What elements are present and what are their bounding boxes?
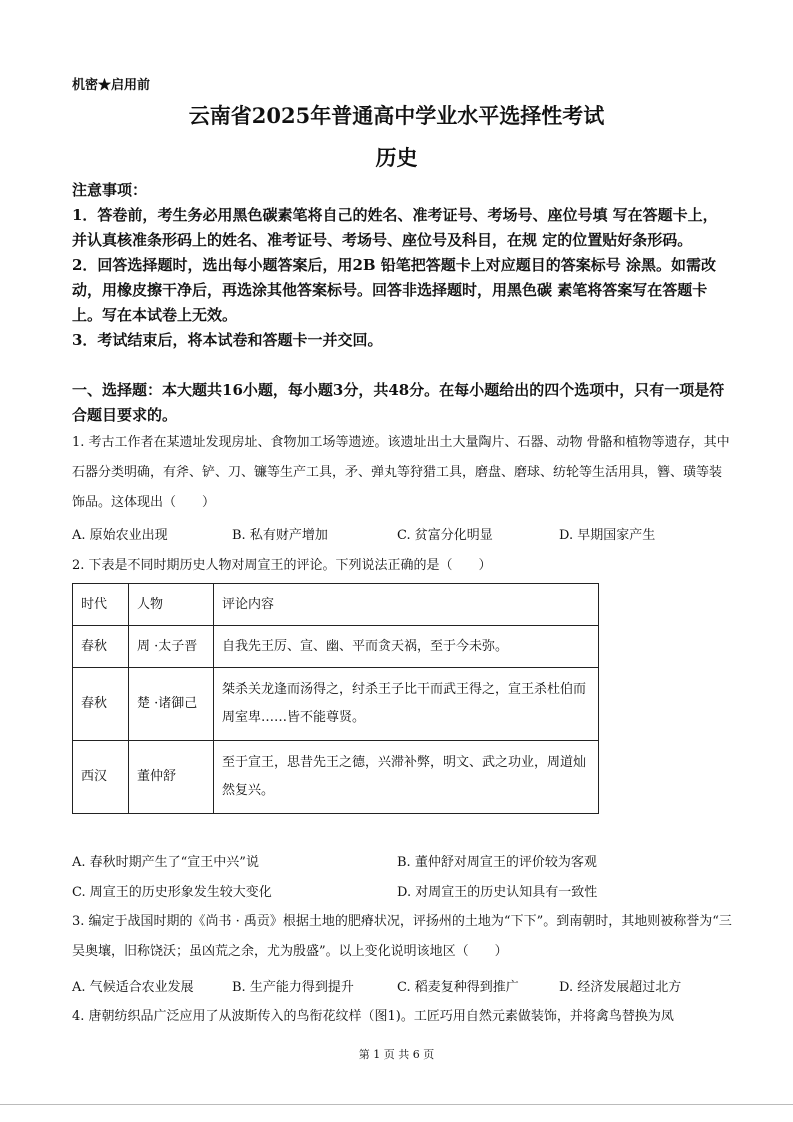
option-c: C. 贫富分化明显	[397, 528, 493, 543]
option-b: B. 董仲舒对周宣王的评价较为客观	[397, 855, 597, 870]
table-cell: 自我先王厉、宣、幽、平而贪天祸，至于今未弥。	[214, 626, 599, 668]
option-d: D. 对周宣王的历史认知具有一致性	[397, 885, 598, 900]
table-cell: 春秋	[73, 626, 129, 668]
section-heading: 一、选择题：本大题共16小题，每小题3分，共48分。在每小题给出的四个选项中，只有一项是符合题目要求的。	[72, 381, 725, 424]
table-cell: 桀杀关龙逢而汤得之，纣杀王子比干而武王得之，宣王杀杜伯而周室卑……皆不能尊贤。	[214, 668, 599, 741]
table-cell: 西汉	[73, 741, 129, 814]
option-b: B. 私有财产增加	[232, 528, 328, 543]
question-4-stem: 4. 唐朝纺织品广泛应用了从波斯传入的鸟衔花纹样（图1)。工匠巧用自然元素做装饰，并将禽鸟替换为凤	[72, 1009, 674, 1024]
page-divider	[0, 1104, 793, 1105]
option-a: A. 春秋时期产生了“宣王中兴”说	[72, 855, 259, 870]
option-d: D. 经济发展超过北方	[559, 980, 682, 995]
table-header-row	[73, 584, 599, 626]
table-cell: 春秋	[73, 668, 129, 741]
option-a: A. 气候适合农业发展	[72, 980, 194, 995]
table-cell: 周 ·太子晋	[129, 626, 214, 668]
question-2-stem: 2. 下表是不同时期历史人物对周宣王的评论。下列说法正确的是（ ）	[72, 558, 492, 573]
table-row	[73, 668, 599, 741]
notes-item: 1．答卷前，考生务必用黑色碳素笔将自己的姓名、准考证号、考场号、座位号填 写在答题卡上，并认真核准条形码上的姓名、准考证号、考场号、座位号及科目，在规 定的位置贴好条形码。	[72, 206, 718, 249]
notes-heading: 注意事项：	[72, 181, 148, 199]
table-header: 评论内容	[214, 584, 599, 626]
table-cell: 楚 ·诸御己	[129, 668, 214, 741]
table-header: 时代	[73, 584, 129, 626]
table-row	[73, 626, 599, 668]
table-row	[73, 741, 599, 814]
page-footer: 第 1 页 共 6 页	[358, 1048, 435, 1061]
option-c: C. 稻麦复种得到推广	[397, 980, 519, 995]
question-1-stem: 1. 考古工作者在某遗址发现房址、食物加工场等遗迹。该遗址出土大量陶片、石器、动物 骨骼和植物等遗存，其中石器分类明确，有斧、铲、刀、镰等生产工具，矛、弹丸等狩猎工具，磨盘、磨球、纺轮等生活用具，簪、璜等装饰品。这体现出（ ）	[72, 435, 730, 510]
option-d: D. 早期国家产生	[559, 528, 656, 543]
notes-block	[72, 178, 732, 353]
table-cell: 董仲舒	[129, 741, 214, 814]
confidential-label: 机密★启用前	[72, 78, 151, 93]
question-3-stem: 3. 编定于战国时期的《尚书 · 禹贡》根据土地的肥瘠状况，评扬州的土地为“下下”。到南朝时，其地则被称誉为“三吴奥壤，旧称饶沃；虽凶荒之余，尤为殷盛”。以上变化说明该地区（ ）	[72, 914, 732, 959]
option-a: A. 原始农业出现	[72, 528, 168, 543]
notes-item: 2．回答选择题时，选出每小题答案后，用2B 铅笔把答题卡上对应题目的答案标号 涂黑。如需改动，用橡皮擦干净后，再选涂其他答案标号。回答非选择题时，用黑色碳 素笔将答案写在答题卡上。写在本试卷上无效。	[72, 256, 717, 324]
exam-title: 云南省2025年普通高中学业水平选择性考试	[188, 103, 605, 128]
commentary-table	[72, 583, 599, 814]
table-cell: 至于宣王，思昔先王之德，兴滞补弊，明文、武之功业，周道灿然复兴。	[214, 741, 599, 814]
table-header: 人物	[129, 584, 214, 626]
option-b: B. 生产能力得到提升	[232, 980, 354, 995]
option-c: C. 周宣王的历史形象发生较大变化	[72, 885, 272, 900]
subject-title: 历史	[375, 145, 418, 170]
notes-item: 3．考试结束后，将本试卷和答题卡一并交回。	[72, 331, 383, 349]
